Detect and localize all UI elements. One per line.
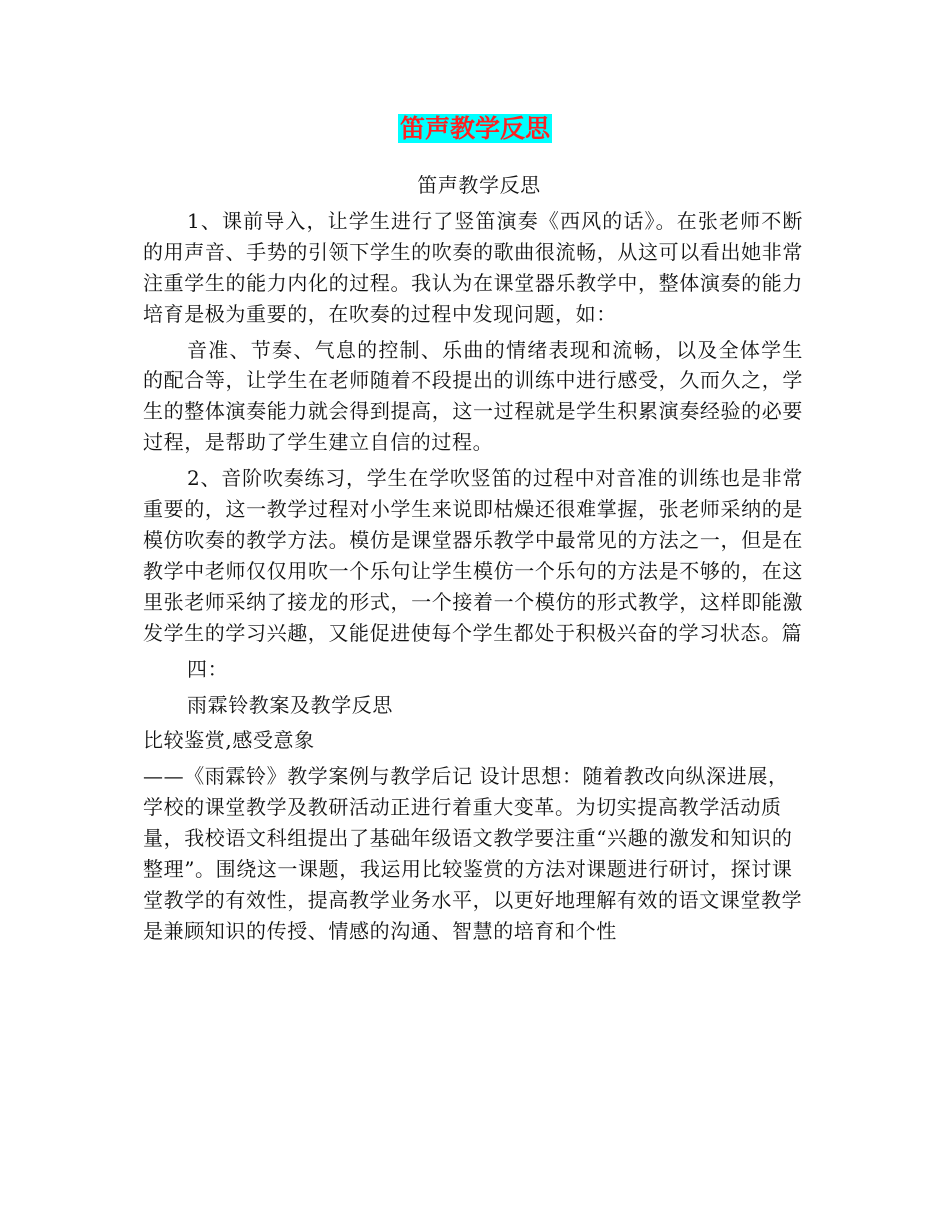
document-body: [143, 170, 803, 952]
document-title-text: 笛声教学反思: [399, 114, 550, 143]
paragraph-4: 四：: [187, 656, 229, 681]
paragraph-2: 音准、节奏、气息的控制、乐曲的情绪表现和流畅，以及全体学生的配合等，让学生在老师随着不段提出的训练中进行感受，久而久之，学生的整体演奏能力就会得到提高，这一过程就是学生积累演奏经验的必要过程，是帮助了学生建立自信的过程。: [143, 337, 803, 455]
final-paragraph: ——《雨霖铃》教学案例与教学后记 设计思想：随着教改向纵深进展，学校的课堂教学及教研活动正进行着重大变革。为切实提高教学活动质量，我校语文科组提出了基础年级语文教学要注重“兴趣的激发和知识的整理”。围绕这一课题，我运用比较鉴赏的方法对课题进行研讨，探讨课堂教学的有效性，提高教学业务水平，以更好地理解有效的语文课堂教学是兼顾知识的传授、情感的沟通、智慧的培育和个性: [143, 764, 803, 943]
document-subtitle: 笛声教学反思: [417, 173, 541, 197]
paragraph-5: 雨霖铃教案及教学反思: [187, 692, 393, 717]
paragraph-1: 1、课前导入，让学生进行了竖笛演奏《西风的话》。在张老师不断的用声音、手势的引领下学生的吹奏的歌曲很流畅，从这可以看出她非常注重学生的能力内化的过程。我认为在课堂器乐教学中，整体演奏的能力培育是极为重要的，在吹奏的过程中发现问题，如：: [143, 208, 803, 326]
paragraph-3: 2、音阶吹奏练习，学生在学吹竖笛的过程中对音准的训练也是非常重要的，这一教学过程对小学生来说即枯燥还很难掌握，张老师采纳的是模仿吹奏的教学方法。模仿是课堂器乐教学中最常见的方法之一，但是在教学中老师仅仅用吹一个乐句让学生模仿一个乐句的方法是不够的，在这里张老师采纳了接龙的形式，一个接着一个模仿的形式教学，这样即能激发学生的学习兴趣，又能促进使每个学生都处于积极兴奋的学习状态。篇: [143, 466, 803, 645]
section-heading: 比较鉴赏,感受意象: [143, 728, 315, 753]
document-title: [0, 112, 950, 146]
